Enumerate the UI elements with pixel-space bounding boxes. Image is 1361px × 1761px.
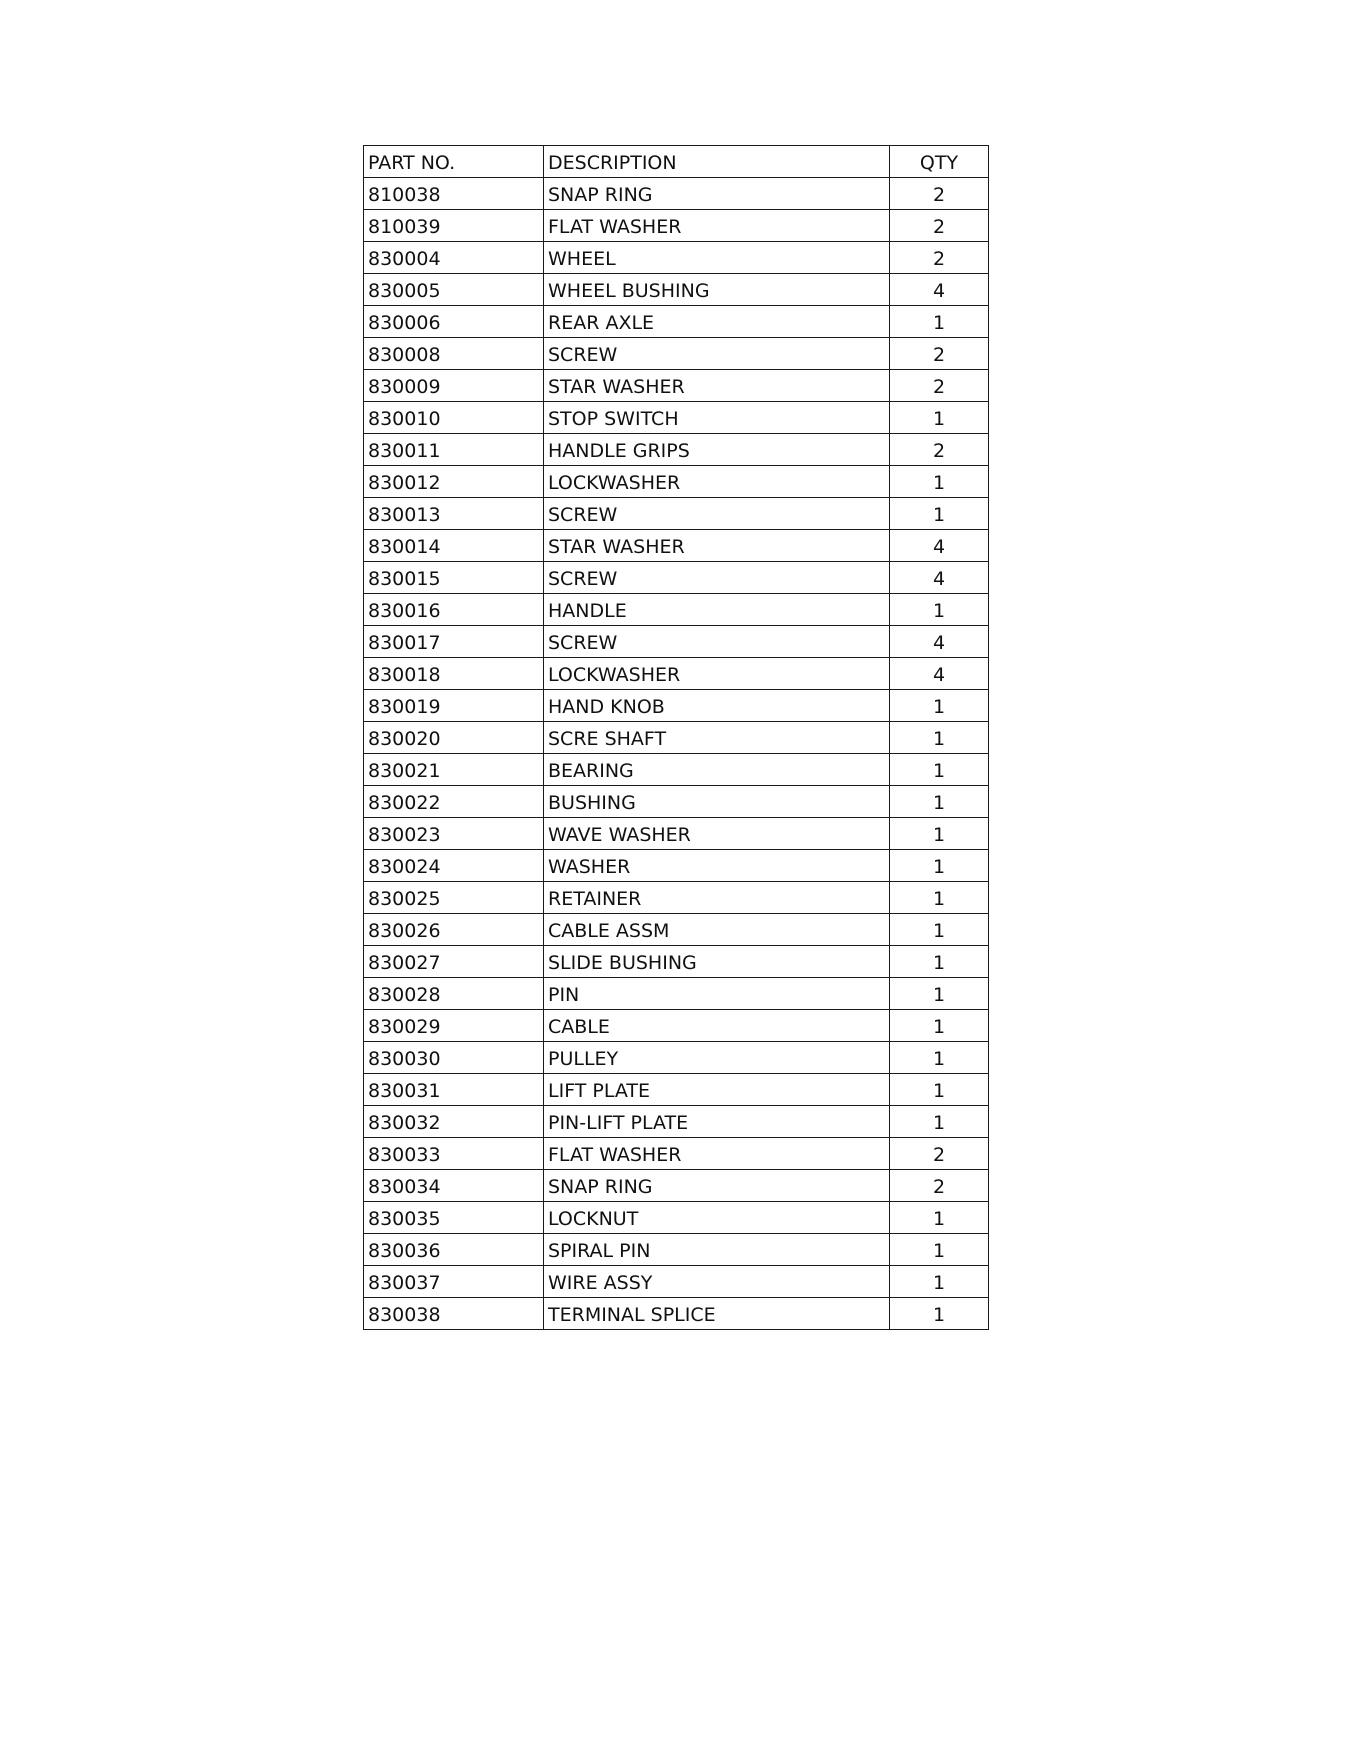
table-body	[364, 178, 989, 1330]
description-cell: SCREW	[544, 498, 890, 530]
description-cell: CABLE	[544, 1010, 890, 1042]
description-cell: BUSHING	[544, 786, 890, 818]
table-row	[364, 498, 989, 530]
table-row	[364, 1266, 989, 1298]
header-qty: QTY	[890, 146, 989, 178]
quantity-cell: 1	[890, 818, 989, 850]
part-number-cell: 830010	[364, 402, 544, 434]
description-cell: SCREW	[544, 626, 890, 658]
part-number-cell: 830004	[364, 242, 544, 274]
description-cell: WIRE ASSY	[544, 1266, 890, 1298]
part-number-cell: 810038	[364, 178, 544, 210]
quantity-cell: 1	[890, 1074, 989, 1106]
part-number-cell: 830022	[364, 786, 544, 818]
description-cell: LIFT PLATE	[544, 1074, 890, 1106]
description-cell: LOCKWASHER	[544, 658, 890, 690]
quantity-cell: 2	[890, 1170, 989, 1202]
description-cell: HANDLE	[544, 594, 890, 626]
description-cell: HAND KNOB	[544, 690, 890, 722]
description-cell: PULLEY	[544, 1042, 890, 1074]
description-cell: FLAT WASHER	[544, 1138, 890, 1170]
table-row	[364, 530, 989, 562]
quantity-cell: 1	[890, 786, 989, 818]
part-number-cell: 830013	[364, 498, 544, 530]
quantity-cell: 4	[890, 562, 989, 594]
description-cell: RETAINER	[544, 882, 890, 914]
quantity-cell: 1	[890, 1042, 989, 1074]
table-row	[364, 626, 989, 658]
part-number-cell: 830036	[364, 1234, 544, 1266]
part-number-cell: 830035	[364, 1202, 544, 1234]
quantity-cell: 1	[890, 914, 989, 946]
quantity-cell: 1	[890, 402, 989, 434]
part-number-cell: 830021	[364, 754, 544, 786]
description-cell: WHEEL BUSHING	[544, 274, 890, 306]
part-number-cell: 830031	[364, 1074, 544, 1106]
part-number-cell: 830027	[364, 946, 544, 978]
table-row	[364, 338, 989, 370]
description-cell: LOCKWASHER	[544, 466, 890, 498]
table-row	[364, 1010, 989, 1042]
table-row	[364, 466, 989, 498]
quantity-cell: 1	[890, 882, 989, 914]
quantity-cell: 1	[890, 498, 989, 530]
description-cell: WASHER	[544, 850, 890, 882]
quantity-cell: 2	[890, 1138, 989, 1170]
part-number-cell: 830018	[364, 658, 544, 690]
part-number-cell: 830034	[364, 1170, 544, 1202]
quantity-cell: 2	[890, 242, 989, 274]
table-row	[364, 786, 989, 818]
quantity-cell: 1	[890, 1010, 989, 1042]
part-number-cell: 830028	[364, 978, 544, 1010]
description-cell: SCREW	[544, 338, 890, 370]
part-number-cell: 830030	[364, 1042, 544, 1074]
part-number-cell: 830008	[364, 338, 544, 370]
table-row	[364, 274, 989, 306]
table-row	[364, 178, 989, 210]
quantity-cell: 1	[890, 306, 989, 338]
part-number-cell: 830025	[364, 882, 544, 914]
table-row	[364, 1298, 989, 1330]
part-number-cell: 830032	[364, 1106, 544, 1138]
table-row	[364, 1170, 989, 1202]
description-cell: HANDLE GRIPS	[544, 434, 890, 466]
table-row	[364, 914, 989, 946]
quantity-cell: 2	[890, 210, 989, 242]
header-row	[364, 146, 989, 178]
description-cell: SLIDE BUSHING	[544, 946, 890, 978]
quantity-cell: 1	[890, 722, 989, 754]
table-row	[364, 1202, 989, 1234]
part-number-cell: 830015	[364, 562, 544, 594]
table-row	[364, 690, 989, 722]
description-cell: FLAT WASHER	[544, 210, 890, 242]
table-row	[364, 722, 989, 754]
table-row	[364, 978, 989, 1010]
quantity-cell: 1	[890, 1202, 989, 1234]
header-part-no: PART NO.	[364, 146, 544, 178]
quantity-cell: 1	[890, 946, 989, 978]
header-description: DESCRIPTION	[544, 146, 890, 178]
quantity-cell: 1	[890, 690, 989, 722]
description-cell: PIN	[544, 978, 890, 1010]
part-number-cell: 830023	[364, 818, 544, 850]
table-row	[364, 1234, 989, 1266]
table-row	[364, 1138, 989, 1170]
table-row	[364, 402, 989, 434]
part-number-cell: 830033	[364, 1138, 544, 1170]
table-row	[364, 434, 989, 466]
table-row	[364, 658, 989, 690]
table-row	[364, 370, 989, 402]
table-row	[364, 210, 989, 242]
table-row	[364, 1106, 989, 1138]
parts-list-table	[363, 145, 989, 1330]
quantity-cell: 1	[890, 850, 989, 882]
table-row	[364, 1074, 989, 1106]
description-cell: SNAP RING	[544, 178, 890, 210]
description-cell: WHEEL	[544, 242, 890, 274]
table-header	[364, 146, 989, 178]
part-number-cell: 830011	[364, 434, 544, 466]
quantity-cell: 1	[890, 594, 989, 626]
table-row	[364, 306, 989, 338]
quantity-cell: 1	[890, 466, 989, 498]
quantity-cell: 1	[890, 978, 989, 1010]
table-row	[364, 882, 989, 914]
table-row	[364, 1042, 989, 1074]
part-number-cell: 830012	[364, 466, 544, 498]
description-cell: PIN-LIFT PLATE	[544, 1106, 890, 1138]
table-row	[364, 754, 989, 786]
part-number-cell: 830019	[364, 690, 544, 722]
description-cell: CABLE ASSM	[544, 914, 890, 946]
description-cell: STAR WASHER	[544, 530, 890, 562]
part-number-cell: 830014	[364, 530, 544, 562]
table-row	[364, 818, 989, 850]
part-number-cell: 830037	[364, 1266, 544, 1298]
quantity-cell: 4	[890, 626, 989, 658]
table-row	[364, 242, 989, 274]
part-number-cell: 830005	[364, 274, 544, 306]
description-cell: LOCKNUT	[544, 1202, 890, 1234]
description-cell: SNAP RING	[544, 1170, 890, 1202]
part-number-cell: 830016	[364, 594, 544, 626]
table-row	[364, 562, 989, 594]
quantity-cell: 4	[890, 274, 989, 306]
description-cell: REAR AXLE	[544, 306, 890, 338]
description-cell: STOP SWITCH	[544, 402, 890, 434]
part-number-cell: 810039	[364, 210, 544, 242]
table-row	[364, 594, 989, 626]
description-cell: SCRE SHAFT	[544, 722, 890, 754]
quantity-cell: 1	[890, 1266, 989, 1298]
description-cell: WAVE WASHER	[544, 818, 890, 850]
part-number-cell: 830017	[364, 626, 544, 658]
quantity-cell: 2	[890, 370, 989, 402]
description-cell: BEARING	[544, 754, 890, 786]
part-number-cell: 830024	[364, 850, 544, 882]
description-cell: STAR WASHER	[544, 370, 890, 402]
quantity-cell: 2	[890, 338, 989, 370]
table-row	[364, 850, 989, 882]
part-number-cell: 830006	[364, 306, 544, 338]
description-cell: SCREW	[544, 562, 890, 594]
part-number-cell: 830009	[364, 370, 544, 402]
quantity-cell: 1	[890, 1106, 989, 1138]
part-number-cell: 830026	[364, 914, 544, 946]
part-number-cell: 830038	[364, 1298, 544, 1330]
quantity-cell: 2	[890, 434, 989, 466]
description-cell: SPIRAL PIN	[544, 1234, 890, 1266]
description-cell: TERMINAL SPLICE	[544, 1298, 890, 1330]
part-number-cell: 830029	[364, 1010, 544, 1042]
quantity-cell: 2	[890, 178, 989, 210]
quantity-cell: 1	[890, 1298, 989, 1330]
part-number-cell: 830020	[364, 722, 544, 754]
table-row	[364, 946, 989, 978]
quantity-cell: 1	[890, 1234, 989, 1266]
quantity-cell: 4	[890, 658, 989, 690]
quantity-cell: 1	[890, 754, 989, 786]
quantity-cell: 4	[890, 530, 989, 562]
